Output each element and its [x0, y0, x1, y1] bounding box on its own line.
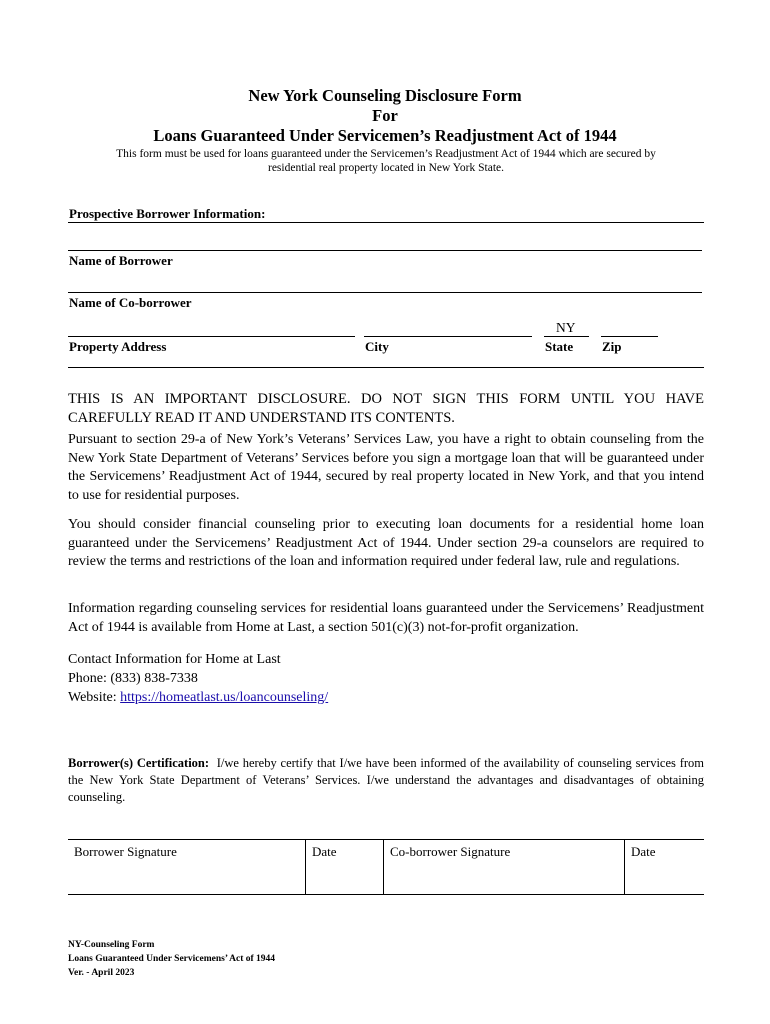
counseling-services-paragraph: Information regarding counseling services for residential loans guaranteed under the Servicemens’ Readjustment Act of 1944 is available from Home at Last, a section 501(c)(3) not-for-profit organization. — [68, 601, 704, 635]
certification-text: I/we hereby certify that I/we have been informed of the availability of counseling services from the New York State Department of Veterans’ Services. I/we understand the advantages and disadvantages of obtaining counseling. — [68, 756, 704, 804]
borrower-name-label: Name of Borrower — [69, 253, 173, 268]
coborrower-signature-label: Co-borrower Signature — [390, 844, 511, 859]
subtitle-line-2: residential real property located in New York State. — [267, 162, 504, 174]
state-value: NY — [556, 320, 576, 335]
borrower-signature-label: Borrower Signature — [74, 844, 177, 859]
website-label: Website: — [68, 690, 121, 705]
footer-form-name: NY-Counseling Form — [68, 940, 155, 950]
section-divider — [68, 222, 704, 223]
title-line-3: Loans Guaranteed Under Servicemen’s Readjustment Act of 1944 — [153, 126, 617, 145]
state-label: State — [545, 339, 574, 354]
form-footer — [68, 938, 275, 980]
footer-version: Ver. - April 2023 — [68, 968, 135, 978]
financial-counseling-paragraph: You should consider financial counseling prior to executing loan documents for a residential home loan guaranteed under the Servicemens’ Readjustment Act of 1944. Under section 29-a counselors are required to review the terms and restrictions of the loan and information required under federal law, rule and regulations. — [68, 517, 704, 569]
important-disclosure: THIS IS AN IMPORTANT DISCLOSURE. DO NOT SIGN THIS FORM UNTIL YOU HAVE CAREFULLY READ IT AND UNDERSTAND ITS CONTENTS. — [68, 391, 704, 426]
contact-heading: Contact Information for Home at Last — [68, 652, 281, 667]
zip-field[interactable] — [601, 336, 658, 337]
form-subtitle — [80, 147, 692, 175]
property-address-label: Property Address — [69, 339, 167, 354]
coborrower-date-label: Date — [631, 844, 656, 859]
city-field[interactable] — [364, 336, 532, 337]
city-label: City — [365, 339, 389, 354]
coborrower-date-cell[interactable] — [625, 840, 705, 895]
coborrower-name-label: Name of Co-borrower — [69, 295, 192, 310]
borrower-info-heading: Prospective Borrower Information: — [69, 206, 266, 221]
section-divider — [68, 367, 704, 368]
title-line-1: New York Counseling Disclosure Form — [248, 86, 522, 105]
coborrower-name-field[interactable] — [68, 292, 702, 293]
state-field[interactable] — [544, 336, 589, 337]
coborrower-signature-cell[interactable] — [384, 840, 625, 895]
borrower-name-field[interactable] — [68, 250, 702, 251]
footer-loan-type: Loans Guaranteed Under Servicemens’ Act of 1944 — [68, 954, 276, 964]
contact-website — [68, 688, 328, 707]
title-line-2: For — [372, 106, 398, 125]
counseling-right-paragraph: Pursuant to section 29-a of New York’s Veterans’ Services Law, you have a right to obtain counseling from the New York State Department of Veterans’ Services before you sign a mortgage loan that will be guaranteed under the Servicemens’ Readjustment Act of 1944, secured by real property located in New York, and that you intend to use for residential purposes. — [68, 432, 704, 503]
property-address-field[interactable] — [68, 336, 355, 337]
contact-block — [68, 650, 328, 707]
signature-table — [68, 839, 704, 895]
borrower-date-cell[interactable] — [306, 840, 384, 895]
subtitle-line-1: This form must be used for loans guaranteed under the Servicemen’s Readjustment Act of 1944 which are secured by — [116, 148, 656, 160]
borrower-certification — [68, 755, 704, 806]
website-link[interactable]: https://homeatlast.us/loancounseling/ — [120, 690, 329, 705]
certification-label: Borrower(s) Certification: — [68, 756, 210, 770]
borrower-signature-cell[interactable] — [68, 840, 306, 895]
form-title — [0, 86, 770, 146]
zip-label: Zip — [602, 339, 622, 354]
contact-phone: Phone: (833) 838-7338 — [68, 671, 198, 686]
borrower-date-label: Date — [312, 844, 337, 859]
